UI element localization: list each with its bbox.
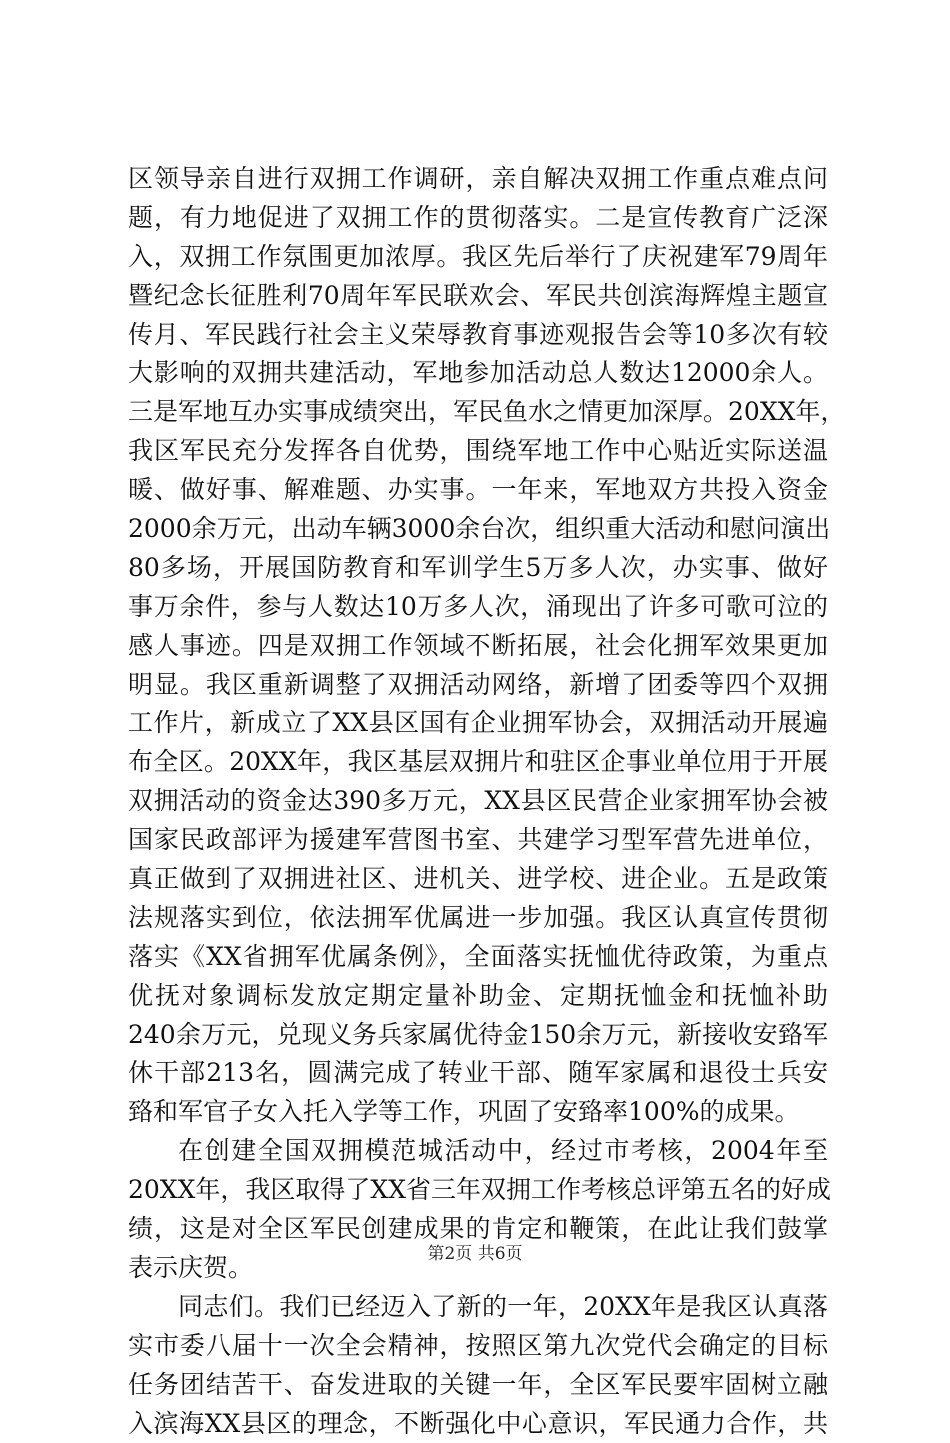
- text-line: 事万余件，参与人数达10万多人次，涌现出了许多可歌可泣的: [128, 588, 828, 627]
- text-line: 任务团结苦干、奋发进取的关键一年，全区军民要牢固树立融: [128, 1366, 828, 1405]
- text-line: 真正做到了双拥进社区、进机关、进学校、进企业。五是政策: [128, 860, 828, 899]
- text-line: 法规落实到位，依法拥军优属进一步加强。我区认真宣传贯彻: [128, 899, 828, 938]
- text-line: 布全区。20XX年，我区基层双拥片和驻区企事业单位用于开展: [128, 743, 828, 782]
- text-line: 优抚对象调标发放定期定量补助金、定期抚恤金和抚恤补助: [128, 977, 828, 1016]
- text-line: 80多场，开展国防教育和军训学生5万多人次，办实事、做好: [128, 549, 828, 588]
- page-footer: 第2页 共6页: [0, 1243, 950, 1265]
- text-line: 传月、军民践行社会主义荣辱教育事迹观报告会等10多次有较: [128, 316, 828, 355]
- text-line: 在创建全国双拥模范城活动中，经过市考核，2004年至: [128, 1132, 828, 1171]
- text-line: 入，双拥工作氛围更加浓厚。我区先后举行了庆祝建军79周年: [128, 238, 828, 277]
- paragraph: [128, 1288, 828, 1443]
- text-line: 休干部213名，圆满完成了转业干部、随军家属和退役士兵安: [128, 1054, 828, 1093]
- text-line: 工作片，新成立了XX县区国有企业拥军协会，双拥活动开展遍: [128, 704, 828, 743]
- text-line: 落实《XX省拥军优属条例》，全面落实抚恤优待政策，为重点: [128, 938, 828, 977]
- text-line: 实市委八届十一次全会精神，按照区第九次党代会确定的目标: [128, 1327, 828, 1366]
- text-line: 绩，这是对全区军民创建成果的肯定和鞭策，在此让我们鼓掌: [128, 1210, 828, 1249]
- text-line: 暖、做好事、解难题、办实事。一年来，军地双方共投入资金: [128, 471, 828, 510]
- text-line: 明显。我区重新调整了双拥活动网络，新增了团委等四个双拥: [128, 666, 828, 705]
- text-line: 国家民政部评为援建军营图书室、共建学习型军营先进单位，: [128, 821, 828, 860]
- text-line: 20XX年，我区取得了XX省三年双拥工作考核总评第五名的好成: [128, 1171, 828, 1210]
- text-line: 240余万元，兑现义务兵家属优待金150余万元，新接收安臵军: [128, 1016, 828, 1055]
- text-line: 区领导亲自进行双拥工作调研，亲自解决双拥工作重点难点问: [128, 160, 828, 199]
- text-line: 三是军地互办实事成绩突出，军民鱼水之情更加深厚。20XX年，: [128, 393, 828, 432]
- text-line: 同志们。我们已经迈入了新的一年，20XX年是我区认真落: [128, 1288, 828, 1327]
- text-line: 双拥活动的资金达390多万元，XX县区民营企业家拥军协会被: [128, 782, 828, 821]
- text-line: 臵和军官子女入托入学等工作，巩固了安臵率100%的成果。: [128, 1093, 828, 1132]
- paragraph: [128, 160, 828, 1132]
- text-line: 我区军民充分发挥各自优势，围绕军地工作中心贴近实际送温: [128, 432, 828, 471]
- text-line: 题，有力地促进了双拥工作的贯彻落实。二是宣传教育广泛深: [128, 199, 828, 238]
- text-line: 暨纪念长征胜利70周年军民联欢会、军民共创滨海辉煌主题宣: [128, 277, 828, 316]
- text-line: 2000余万元，出动车辆3000余台次，组织重大活动和慰问演出: [128, 510, 828, 549]
- text-line: 入滨海XX县区的理念，不断强化中心意识，军民通力合作，共: [128, 1405, 828, 1443]
- text-line: 大影响的双拥共建活动，军地参加活动总人数达12000余人。: [128, 354, 828, 393]
- text-line: 表示庆贺。: [128, 1249, 828, 1288]
- text-line: 感人事迹。四是双拥工作领域不断拓展，社会化拥军效果更加: [128, 627, 828, 666]
